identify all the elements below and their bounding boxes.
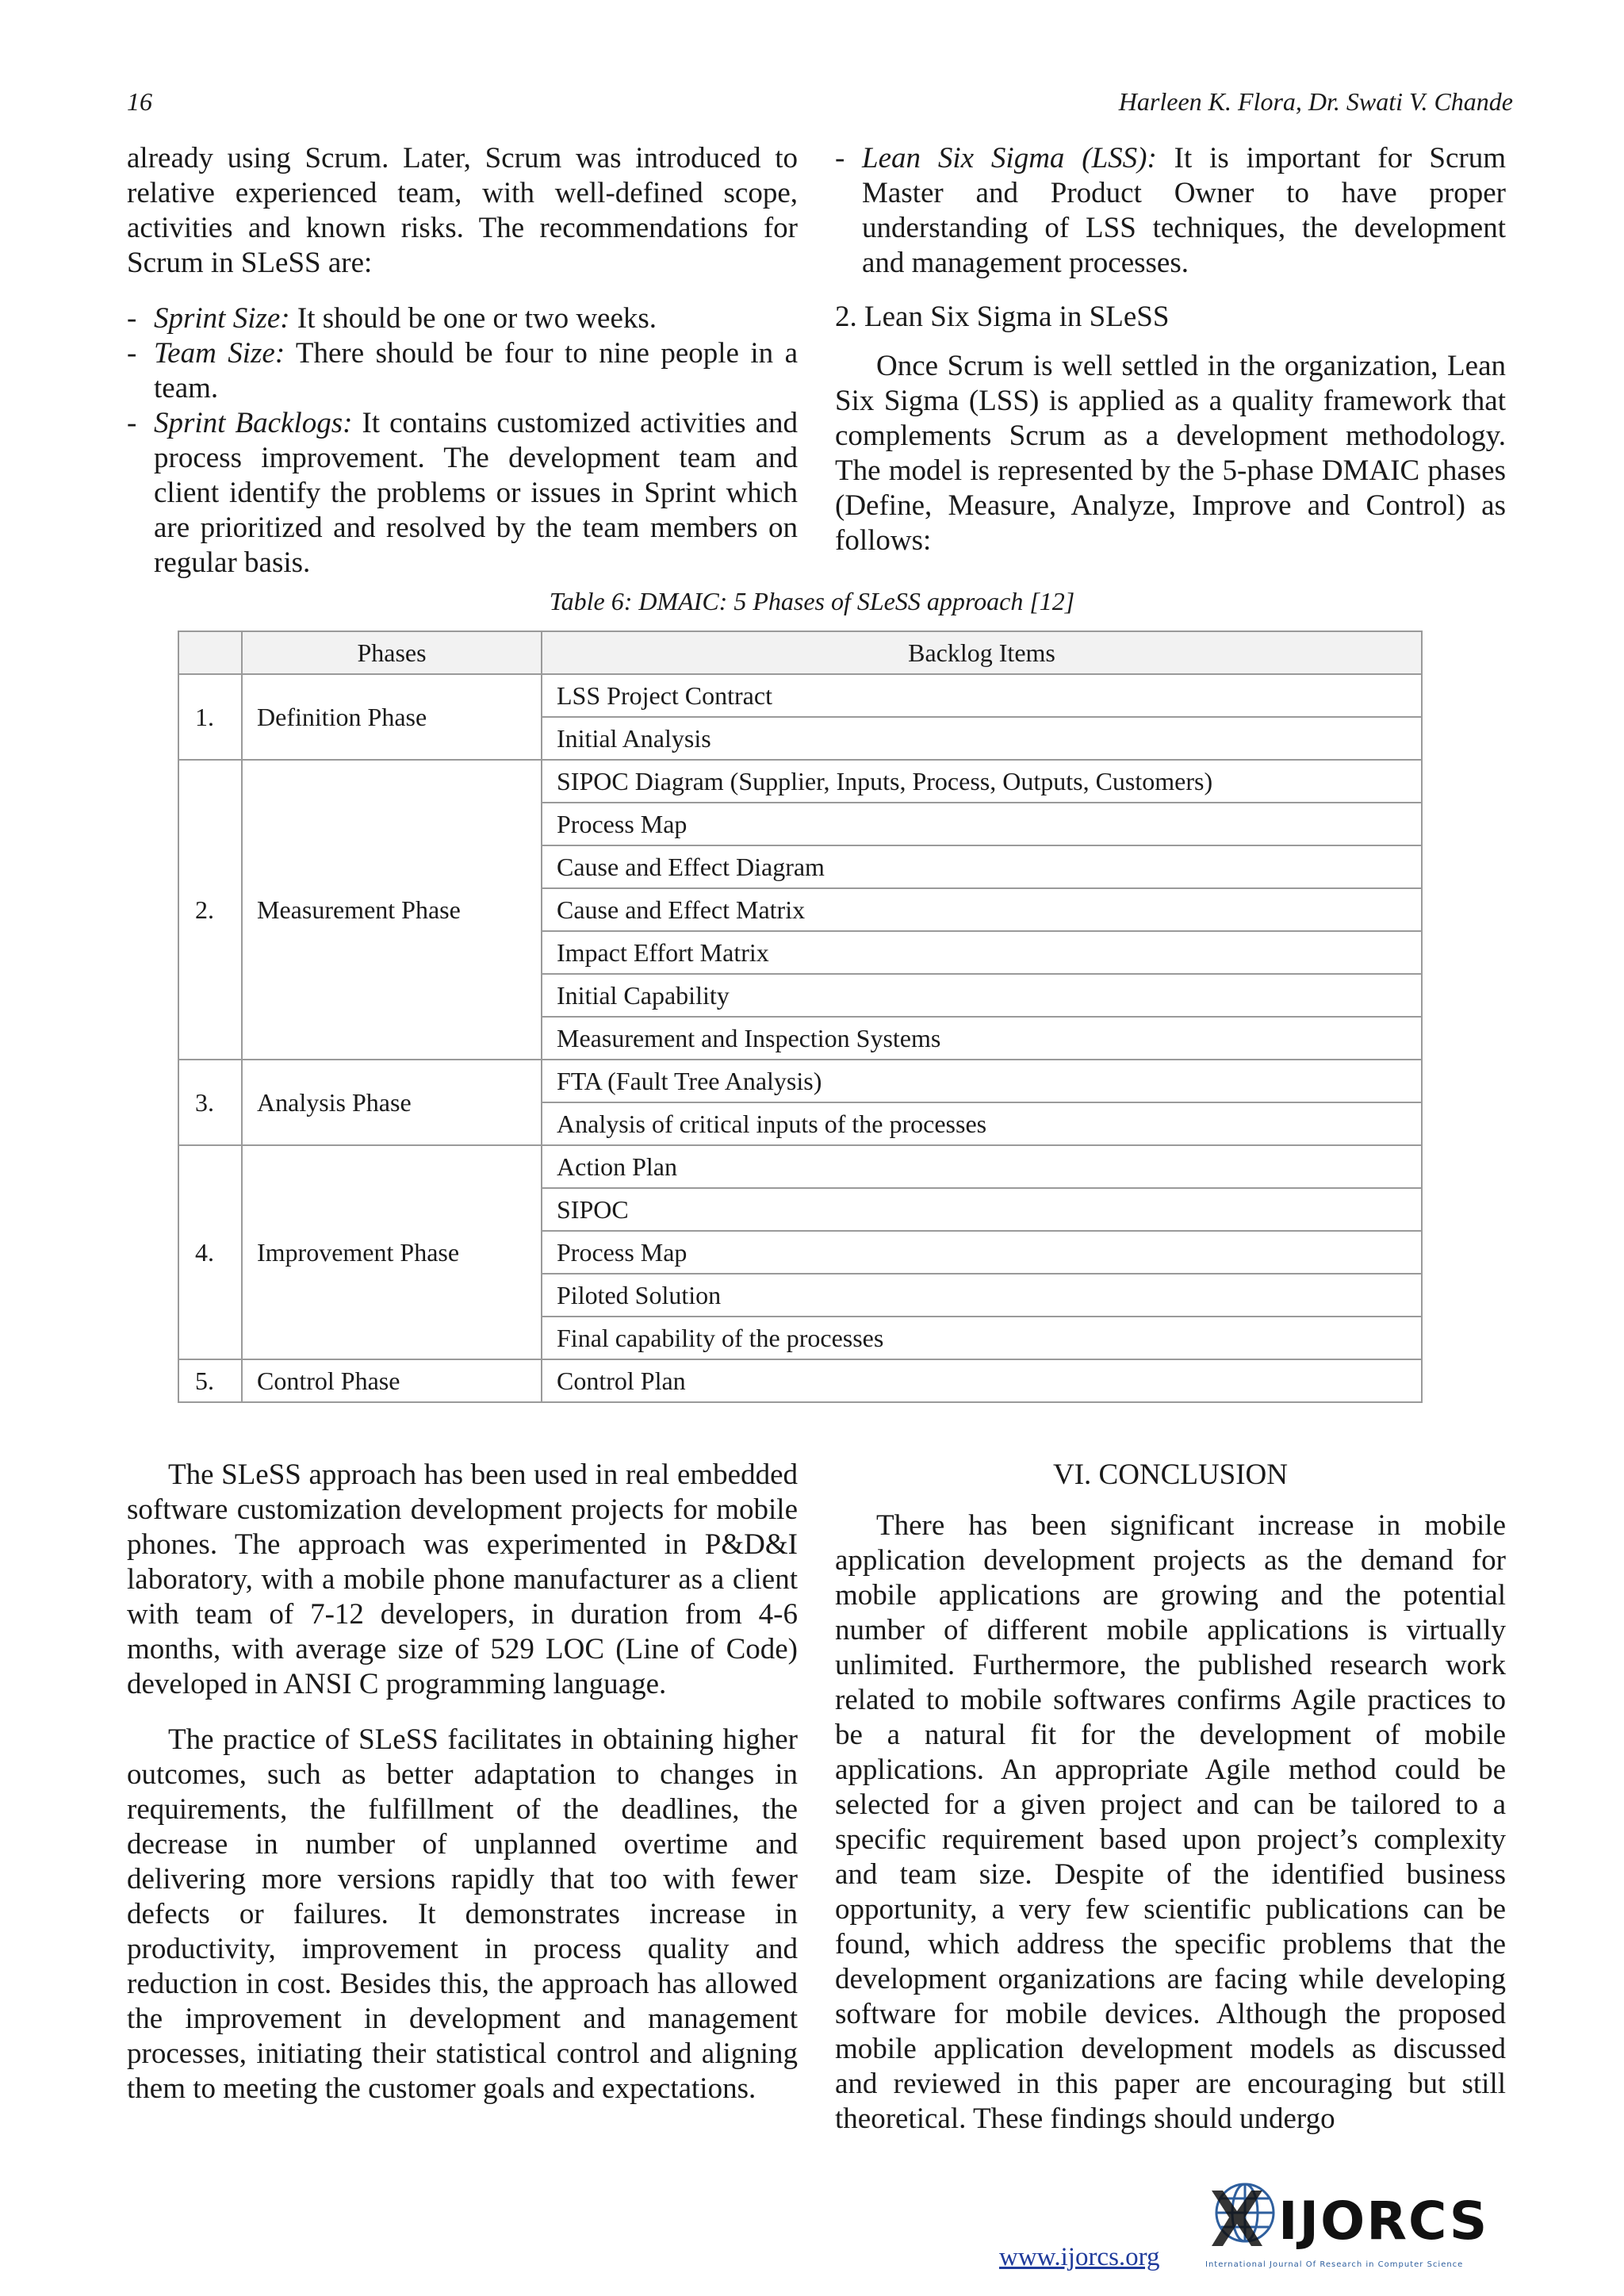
backlog-item: Cause and Effect Matrix [542, 888, 1422, 931]
running-header-authors: Harleen K. Flora, Dr. Swati V. Chande [1118, 87, 1513, 116]
table-row [178, 760, 1422, 803]
list-item [127, 301, 798, 336]
backlog-item: Piloted Solution [542, 1274, 1422, 1317]
list-item [127, 336, 798, 406]
phase-number: 1. [178, 674, 242, 760]
journal-website-link[interactable]: www.ijorcs.org [999, 2243, 1160, 2271]
backlog-item: Final capability of the processes [542, 1317, 1422, 1359]
phase-name: Definition Phase [242, 674, 542, 760]
sless-usage-paragraph: The SLeSS approach has been used in real embedded software customization development projects for mobile phones. The approach was experimented in P&D&I laboratory, with a mobile phone manufacturer as a client with team of 7-12 developers, in duration from 4-6 months, with average size of 529 LOC (Line of Code) developed in ANSI C programming language. [127, 1458, 798, 1700]
scrum-recommendations-list [127, 301, 798, 581]
list-item [835, 141, 1506, 281]
right-column-top [835, 141, 1506, 558]
backlog-item: LSS Project Contract [542, 674, 1422, 717]
list-item [127, 406, 798, 581]
sless-practice-paragraph: The practice of SLeSS facilitates in obtaining higher outcomes, such as better adaptation to changes in requirements, the fulfillment of the deadlines, the decrease in number of unplanned overtime and delivering more versions rapidly that too with fewer defects or failures. It demonstrates increase in productivity, improvement in process quality and reduction in cost. Besides this, the approach has allowed the improvement in development and management processes, initiating their statistical control and aligning them to meeting the customer goals and expectations. [127, 1723, 798, 2105]
phase-number: 2. [178, 760, 242, 1060]
header-empty-cell [178, 631, 242, 674]
backlog-item: Measurement and Inspection Systems [542, 1017, 1422, 1060]
lss-paragraph: Once Scrum is well settled in the organization, Lean Six Sigma (LSS) is applied as a quality framework that complements Scrum as a development methodology. The model is represented by the 5-phase DMAIC phases (Define, Measure, Analyze, Improve and Control) as follows: [835, 350, 1506, 557]
section-heading-lss: 2. Lean Six Sigma in SLeSS [835, 301, 1170, 333]
left-column-top [127, 141, 798, 581]
backlog-item: SIPOC [542, 1188, 1422, 1231]
phase-name: Measurement Phase [242, 760, 542, 1060]
phase-number: 5. [178, 1359, 242, 1402]
lss-list [835, 141, 1506, 281]
page-number: 16 [127, 87, 152, 116]
backlog-item: SIPOC Diagram (Supplier, Inputs, Process, Outputs, Customers) [542, 760, 1422, 803]
table-caption: Table 6: DMAIC: 5 Phases of SLeSS approach [12] [549, 587, 1075, 615]
list-term: Team Size: [154, 337, 285, 370]
table-header-row [178, 631, 1422, 674]
list-text: It should be one or two weeks. [289, 302, 657, 335]
backlog-item: Analysis of critical inputs of the processes [542, 1102, 1422, 1145]
backlog-item: FTA (Fault Tree Analysis) [542, 1060, 1422, 1102]
left-column-bottom [127, 1458, 798, 2106]
list-text: There should be four to nine people in a team. [154, 337, 798, 404]
list-text: It contains customized activities and process improvement. The development team and client identify the problems or issues in Sprint which are prioritized and resolved by the team members on regular basis. [154, 407, 798, 579]
logo-tagline: International Journal Of Research in Computer Science [1205, 2260, 1464, 2269]
phase-name: Analysis Phase [242, 1060, 542, 1145]
list-term: Lean Six Sigma (LSS): [862, 142, 1157, 174]
backlog-item: Process Map [542, 803, 1422, 845]
list-term: Sprint Backlogs: [154, 407, 353, 439]
right-column-bottom [835, 1458, 1506, 2137]
journal-logo [1205, 2175, 1507, 2278]
header-phases: Phases [242, 631, 542, 674]
list-text: It is important for Scrum Master and Product Owner to have proper understanding of LSS techniques, the development and management processes. [862, 142, 1507, 279]
section-heading-conclusion: VI. CONCLUSION [1053, 1458, 1288, 1491]
table-row [178, 1359, 1422, 1402]
list-term: Sprint Size: [154, 302, 290, 335]
logo-wordmark: IJORCS [1278, 2191, 1489, 2252]
conclusion-paragraph: There has been significant increase in mobile application development projects as the demand for mobile applications are growing and the potential number of different mobile applications is virtually unlimited. Furthermore, the published research work related to mobile softwares confirms Agile practices to be a natural fit for the development of mobile applications. An appropriate Agile method could be selected for a given project and can be tailored to a specific requirement based upon project’s complexity and team size. Despite of the identified business opportunity, a very few scientific publications can be found, which address the specific problems that the development organizations are facing while developing software for mobile devices. Although the proposed mobile application development models as discussed and reviewed in this paper are encouraging but still theoretical. These findings should undergo [835, 1509, 1506, 2135]
phase-number: 3. [178, 1060, 242, 1145]
intro-paragraph: already using Scrum. Later, Scrum was introduced to relative experienced team, with well-defined scope, activities and known risks. The recommendations for Scrum in SLeSS are: [127, 142, 798, 279]
dmaic-table [178, 631, 1423, 1403]
backlog-item: Process Map [542, 1231, 1422, 1274]
backlog-item: Action Plan [542, 1145, 1422, 1188]
header-backlog-items: Backlog Items [542, 631, 1422, 674]
backlog-item: Initial Capability [542, 974, 1422, 1017]
table-row [178, 1060, 1422, 1102]
backlog-item: Control Plan [542, 1359, 1422, 1402]
phase-number: 4. [178, 1145, 242, 1359]
backlog-item: Cause and Effect Diagram [542, 845, 1422, 888]
backlog-item: Impact Effort Matrix [542, 931, 1422, 974]
table-row [178, 1145, 1422, 1188]
phase-name: Improvement Phase [242, 1145, 542, 1359]
table-row [178, 674, 1422, 717]
backlog-item: Initial Analysis [542, 717, 1422, 760]
phase-name: Control Phase [242, 1359, 542, 1402]
